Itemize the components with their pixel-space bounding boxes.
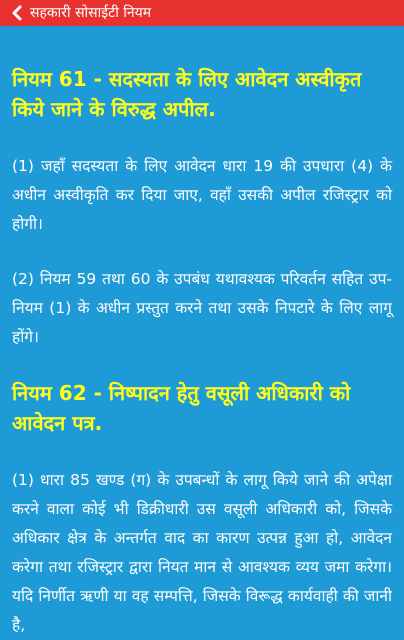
back-button[interactable] (4, 0, 30, 26)
rule-61-heading: नियम 61 - सदस्यता के लिए आवेदन अस्वीकृत किये जाने के विरुद्ध अपील. (12, 67, 362, 121)
chevron-left-icon (11, 5, 23, 21)
rule-62-heading: नियम 62 - निष्पादन हेतु वसूली अधिकारी को आवेदन पत्र. (12, 381, 351, 435)
rule-61-paragraph-2: (2) नियम 59 तथा 60 के उपबंध यथावश्यक परिवर्तन सहित उप-नियम (1) के अधीन प्रस्तुत करने तथा उसके निपटारे के लिए लागू होंगे। (12, 270, 392, 346)
app-title: सहकारी सोसाईटी नियम (30, 5, 152, 21)
rule-62-paragraph-1: (1) धारा 85 खण्ड (ग) के उपबन्धों के लागू किये जाने की अपेक्षा करने वाला कोई भी डिक्रीधारी उस वसूली अधिकारी को, जिसके अधिकार क्षेत्र के अन्तर्गत वाद का कारण उत्पन्न हुआ हो, आवेदन करेगा तथा रजिस्ट्रार द्वारा नियत मान से आवश्यक व्यय जमा करेगा। यदि निर्णीत ऋणी या वह सम्पत्ति, जिसके विरूद्ध कार्यवाही की जानी है, (12, 471, 392, 634)
app-bar (0, 0, 404, 26)
article-content[interactable] (0, 26, 404, 634)
rule-61-paragraph-1: (1) जहाँ सदस्यता के लिए आवेदन धारा 19 की उपधारा (4) के अधीन अस्वीकृति कर दिया जाए, वहाँ उसकी अपील रजिस्ट्रार को होगी। (12, 157, 392, 233)
